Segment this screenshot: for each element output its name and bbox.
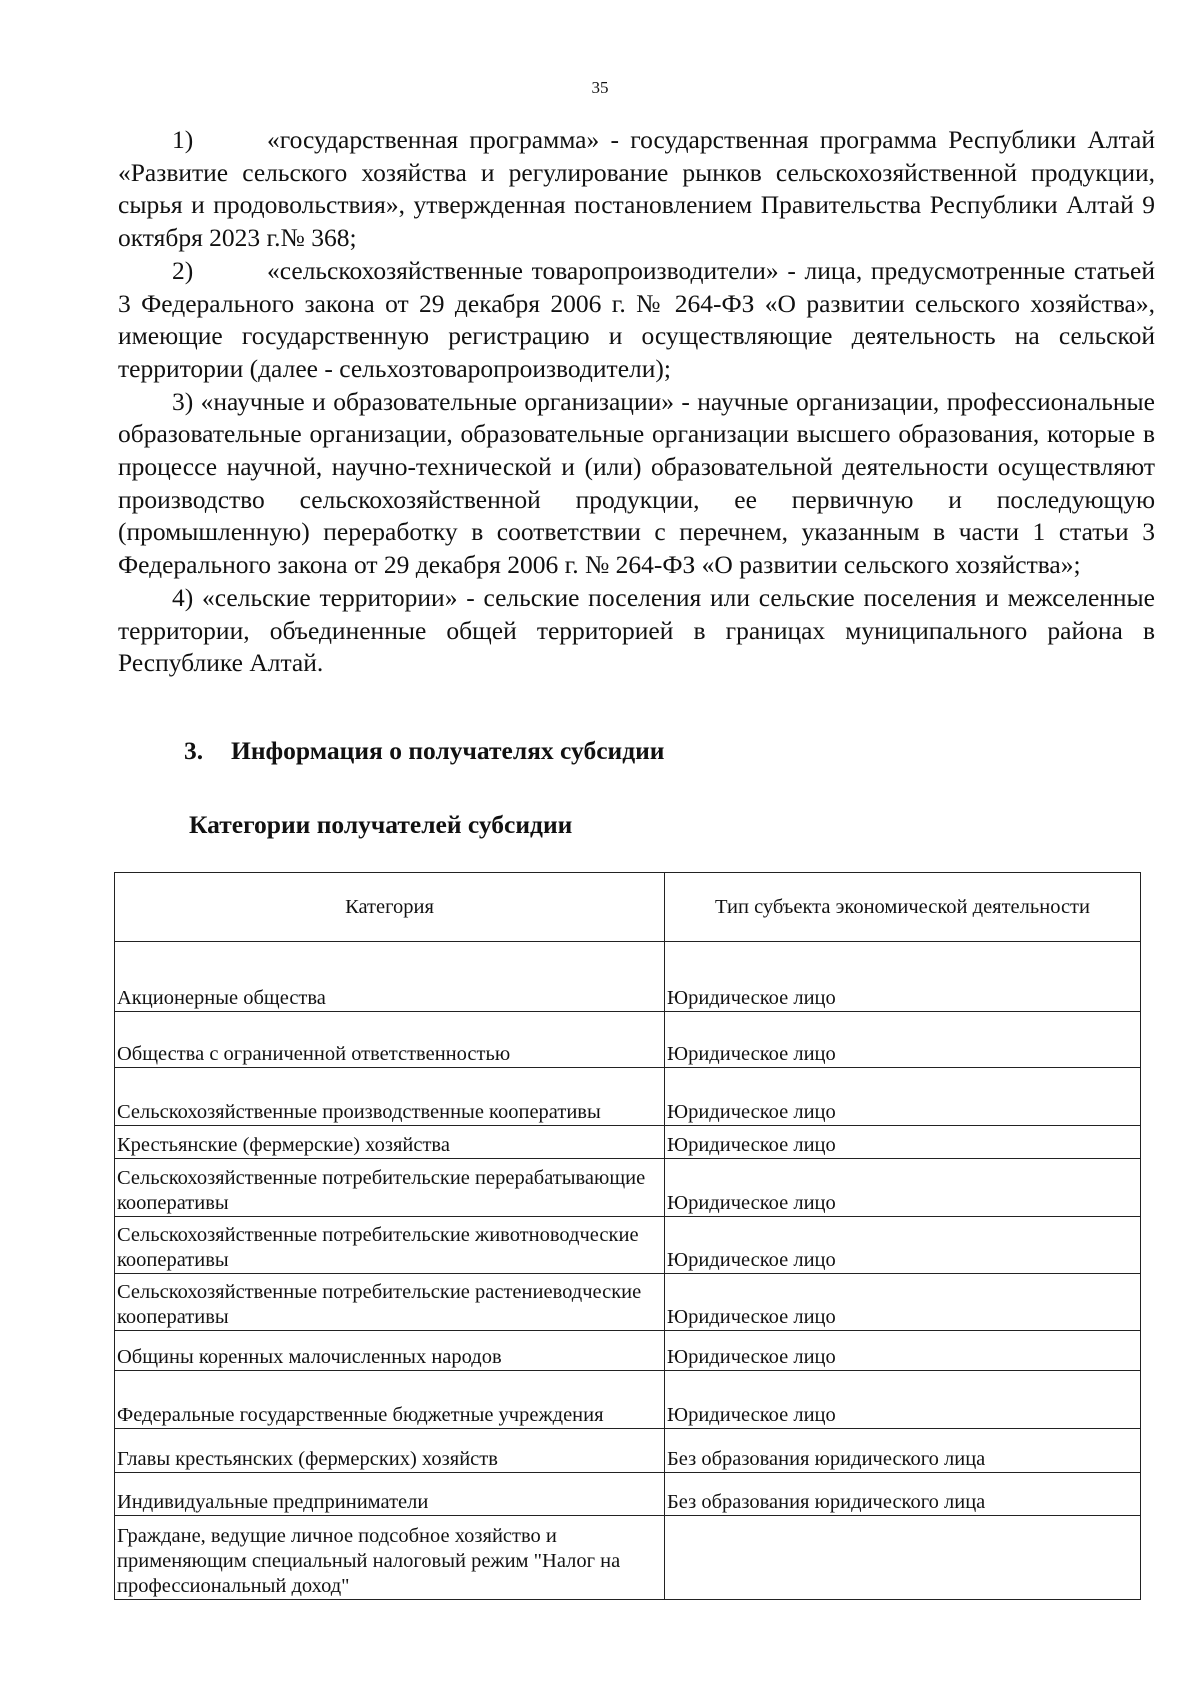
cell-category: Сельскохозяйственные потребительские растениеводческие кооперативы <box>115 1274 665 1331</box>
cell-category: Общества с ограниченной ответственностью <box>115 1012 665 1068</box>
section-title: Информация о получателях субсидии <box>231 736 665 765</box>
header-type: Тип субъекта экономической деятельности <box>665 873 1141 942</box>
cell-type: Юридическое лицо <box>665 1012 1141 1068</box>
page-number: 35 <box>591 78 609 97</box>
cell-type: Юридическое лицо <box>665 1159 1141 1217</box>
definition-item <box>118 124 1155 255</box>
cell-type: Юридическое лицо <box>665 1068 1141 1126</box>
definitions-list <box>118 124 1155 680</box>
table-row <box>115 1429 1141 1473</box>
table-row <box>115 1331 1141 1371</box>
cell-type <box>665 1516 1141 1600</box>
cell-category: Сельскохозяйственные потребительские перерабатывающие кооперативы <box>115 1159 665 1217</box>
definition-number: 1) <box>172 125 194 154</box>
table-row <box>115 1012 1141 1068</box>
table-row <box>115 1371 1141 1429</box>
definition-item <box>118 386 1155 582</box>
header-category: Категория <box>115 873 665 942</box>
definition-text: «государственная программа» - государственная программа Республики Алтай «Развитие сельского хозяйства и регулирование рынков сельскохозяйственной продукции, сырья и продовольствия», утвержденная постановлением Правительства Республики Алтай 9 октября 2023 г.№ 368; <box>118 125 1155 253</box>
cell-type: Юридическое лицо <box>665 942 1141 1012</box>
cell-category: Граждане, ведущие личное подсобное хозяйство и применяющим специальный налоговый режим "Налог на профессиональный доход" <box>115 1516 665 1600</box>
table-row <box>115 1159 1141 1217</box>
cell-type: Юридическое лицо <box>665 1126 1141 1159</box>
cell-category: Общины коренных малочисленных народов <box>115 1331 665 1371</box>
definition-text: «научные и образовательные организации» - научные организации, профессиональные образовательные организации, образовательные организации высшего образования, которые в процессе научной, научно-технической и (или) образовательной деятельности осуществляют производство сельскохозяйственной продукции, ее первичную и последующую (промышленную) переработку в соответствии с перечнем, указанным в части 1 статьи 3 Федерального закона от 29 декабря 2006 г. № 264-ФЗ «О развитии сельского хозяйства»; <box>118 386 1155 580</box>
table-row <box>115 1068 1141 1126</box>
definition-item <box>118 255 1155 386</box>
table-row <box>115 1217 1141 1274</box>
definition-text: «сельскохозяйственные товаропроизводители» - лица, предусмотренные статьей 3 Федерального закона от 29 декабря 2006 г. № 264-ФЗ «О развитии сельского хозяйства», имеющие государственную регистрацию и осуществляющие деятельность на сельской территории (далее - сельхозтоваропроизводители); <box>118 255 1155 383</box>
categories-table <box>114 872 1141 1600</box>
table-subheading: Категории получателей субсидии <box>189 810 573 839</box>
cell-category: Сельскохозяйственные производственные кооперативы <box>115 1068 665 1126</box>
table-header-row <box>115 873 1141 942</box>
table-row <box>115 1274 1141 1331</box>
cell-category: Крестьянские (фермерские) хозяйства <box>115 1126 665 1159</box>
definition-text: «сельские территории» - сельские поселения или сельские поселения и межселенные территории, объединенные общей территорией в границах муниципального района в Республике Алтай. <box>118 582 1156 678</box>
definition-number: 4) <box>172 582 194 612</box>
definition-item <box>118 582 1155 680</box>
cell-category: Главы крестьянских (фермерских) хозяйств <box>115 1429 665 1473</box>
section-heading <box>184 736 665 766</box>
table-row <box>115 1473 1141 1516</box>
table-row <box>115 942 1141 1012</box>
cell-type: Без образования юридического лица <box>665 1473 1141 1516</box>
cell-type: Юридическое лицо <box>665 1217 1141 1274</box>
table-row <box>115 1126 1141 1159</box>
section-number: 3. <box>184 736 204 765</box>
cell-type: Юридическое лицо <box>665 1331 1141 1371</box>
cell-category: Индивидуальные предприниматели <box>115 1473 665 1516</box>
table-row <box>115 1516 1141 1600</box>
cell-category: Акционерные общества <box>115 942 665 1012</box>
cell-type: Юридическое лицо <box>665 1371 1141 1429</box>
cell-type: Без образования юридического лица <box>665 1429 1141 1473</box>
definition-number: 2) <box>172 255 194 285</box>
definition-number: 3) <box>172 386 194 416</box>
cell-category: Сельскохозяйственные потребительские животноводческие кооперативы <box>115 1217 665 1274</box>
cell-category: Федеральные государственные бюджетные учреждения <box>115 1371 665 1429</box>
cell-type: Юридическое лицо <box>665 1274 1141 1331</box>
